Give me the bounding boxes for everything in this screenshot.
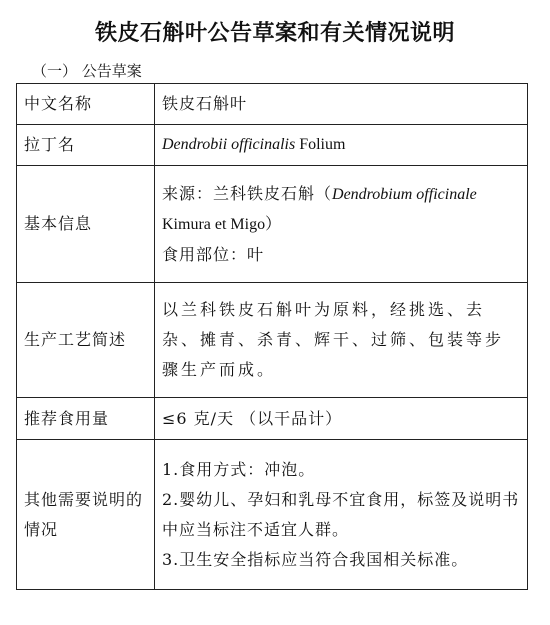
intake-value: ≤6 克/天 （以干品计） [155,398,528,440]
document-title: 铁皮石斛叶公告草案和有关情况说明 [94,21,455,46]
row-label: 生产工艺简述 [17,283,155,398]
row-label: 其他需要说明的情况 [17,440,155,590]
latin-name-plain: Folium [295,136,346,153]
row-label: 中文名称 [17,84,155,125]
table-row [17,283,528,398]
latin-name-value [155,125,528,166]
table-row [17,166,528,283]
table-row [17,84,528,125]
table-row [17,398,528,440]
other-value [155,440,528,590]
list-item: 3.卫生安全指标应当符合我国相关标准。 [162,549,469,569]
source-authority: Kimura et Migo） [162,215,282,233]
list-item: 1.食用方式：冲泡。 [162,459,316,479]
announcement-table [16,83,528,590]
basic-info-value [155,166,528,283]
latin-name-italic: Dendrobii officinalis [162,136,296,153]
chinese-name-value: 铁皮石斛叶 [155,84,528,125]
process-value: 以兰科铁皮石斛叶为原料，经挑选、去杂、摊青、杀青、辉干、过筛、包装等步骤生产而成。 [155,283,528,398]
source-line [162,179,521,210]
source-species: Dendrobium officinale [332,185,477,203]
source-prefix: 来源：兰科铁皮石斛（ [162,183,333,203]
row-label: 基本信息 [17,166,155,283]
row-label: 拉丁名 [17,125,155,166]
table-row [17,125,528,166]
table-row [17,440,528,590]
row-label: 推荐食用量 [17,398,155,440]
section-heading: （一） 公告草案 [32,62,142,80]
edible-part: 食用部位：叶 [162,244,265,264]
list-item: 2.婴幼儿、孕妇和乳母不宜食用，标签及说明书中应当标注不适宜人群。 [162,489,520,539]
